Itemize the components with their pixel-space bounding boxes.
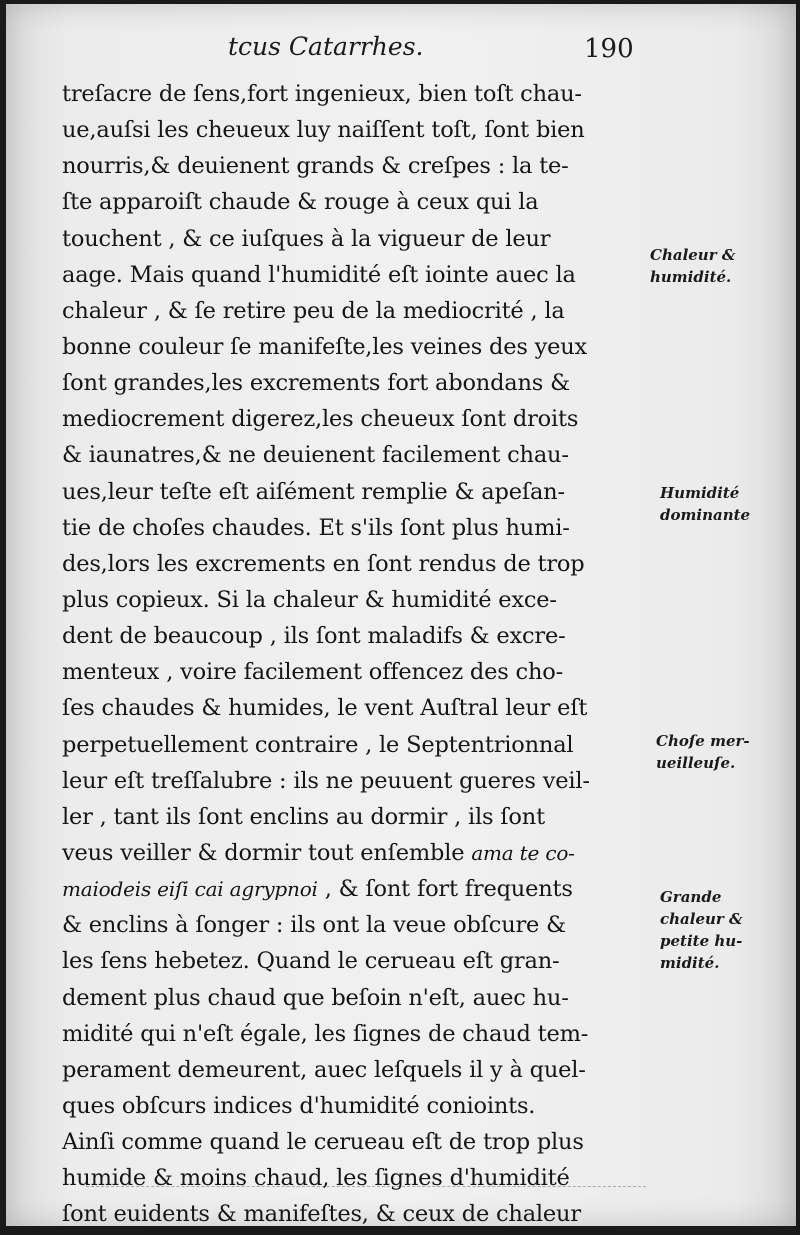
margin-note [660, 482, 750, 526]
text-line: bonne couleur ſe manifeſte,les veines des yeux [62, 333, 588, 360]
book-page [6, 4, 796, 1226]
text-line: Ainſi comme quand le cerueau eſt de trop plus [62, 1129, 584, 1156]
margin-note-line: Grande [660, 888, 722, 906]
text-line: ue,auſsi les cheueux luy naiſſent toſt, ſont bien [62, 117, 585, 144]
margin-note-line: midité. [660, 954, 720, 972]
body-text [62, 76, 662, 1233]
text-line: ſes chaudes & humides, le vent Auſtral leur eſt [62, 695, 588, 722]
text-line-mixed [62, 871, 662, 907]
text-line: & enclins à ſonger : ils ont la veue obſcure & [62, 912, 566, 939]
running-head: tcus Catarrhes. [228, 32, 424, 61]
text-line: des,lors les excrements en ſont rendus de trop [62, 550, 585, 577]
margin-note-line: dominante [660, 506, 751, 524]
text-line: aage. Mais quand l'humidité eſt iointe auec la [62, 261, 576, 288]
margin-note-line: humidité. [650, 268, 732, 286]
text-segment: veus veiller & dormir tout enſemble [62, 839, 465, 866]
margin-note-line: Chaleur & [650, 246, 736, 264]
text-line: treſacre de ſens,fort ingenieux, bien toſt chau- [62, 81, 582, 107]
text-line: ques obſcurs indices d'humidité conioints. [62, 1092, 536, 1119]
greek-transliteration: maiodeis eiſi cai agrypnoi [62, 877, 318, 902]
text-line: mediocrement digerez,les cheueux ſont droits [62, 406, 579, 433]
text-line: ſte apparoiſt chaude & rouge à ceux qui la [62, 189, 539, 216]
text-line: chaleur , & ſe retire peu de la mediocrité , la [62, 297, 565, 324]
text-line: ſont euidents & manifeſtes, & ceux de chaleur [62, 1201, 581, 1228]
margin-note-line: petite hu- [660, 932, 743, 950]
margin-note-line: chaleur & [660, 910, 743, 928]
text-line: ler , tant ils ſont enclins au dormir , ils ſont [62, 803, 545, 830]
margin-note-line: Choſe mer- [656, 732, 750, 750]
text-line: menteux , voire facilement offencez des cho- [62, 659, 563, 686]
bottom-divider [86, 1186, 646, 1187]
margin-note-line: ueilleuſe. [656, 754, 736, 772]
text-line: tie de choſes chaudes. Et s'ils ſont plus humi- [62, 514, 570, 541]
text-line: plus copieux. Si la chaleur & humidité exce- [62, 586, 557, 613]
text-line: ues,leur teſte eſt aiſément remplie & apeſan- [62, 478, 565, 505]
text-line-mixed [62, 835, 662, 871]
text-line: perament demeurent, auec leſquels il y à quel- [62, 1056, 586, 1083]
text-line: nourris,& deuienent grands & creſpes : la te- [62, 153, 569, 180]
text-segment: , & ſont fort frequents [317, 876, 573, 903]
margin-note [650, 244, 735, 288]
text-line: ſont grandes,les excrements fort abondans & [62, 370, 570, 397]
greek-transliteration: ama te co- [471, 840, 575, 865]
margin-note-line: Humidité [660, 484, 740, 502]
text-line: les ſens hebetez. Quand le cerueau eſt gran- [62, 948, 560, 975]
text-line: perpetuellement contraire , le Septentrionnal [62, 731, 574, 758]
text-line: dent de beaucoup , ils ſont maladifs & excre- [62, 623, 566, 650]
text-line: leur eſt treſſalubre : ils ne peuuent gueres veil- [62, 767, 590, 794]
text-line: midité qui n'eſt égale, les ſignes de chaud tem- [62, 1020, 589, 1047]
page-number: 190 [584, 34, 634, 64]
text-line: dement plus chaud que beſoin n'eſt, auec hu- [62, 984, 569, 1011]
text-line: touchent , & ce iuſques à la vigueur de leur [62, 225, 551, 252]
margin-note [660, 886, 743, 974]
text-line: humide & moins chaud, les ſignes d'humidité [62, 1165, 570, 1192]
text-line: & iaunatres,& ne deuienent facilement chau- [62, 442, 569, 469]
margin-note [656, 730, 750, 774]
